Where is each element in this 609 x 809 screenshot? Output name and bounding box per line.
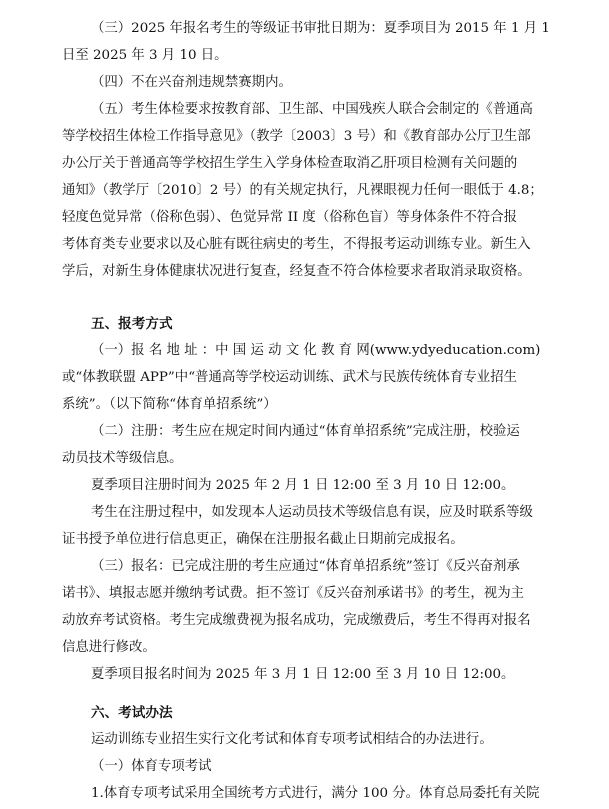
text-line: 动员技术等级信息。 (62, 451, 183, 466)
text-line: 或“体教联盟 APP”中“普通高等学校运动训练、武术与民族传统体育专业招生 (62, 370, 517, 385)
text-line: （一）报 名 地 址 ：中 国 运 动 文 化 教 育 网(www.ydyeducation.com) (91, 343, 541, 358)
text-line: （一）体育专项考试 (91, 759, 212, 774)
text-line: （五）考生体检要求按教育部、卫生部、中国残疾人联合会制定的《普通高 (91, 102, 533, 117)
text-line: （二）注册：考生应在规定时间内通过“体育单招系统”完成注册，校验运 (91, 424, 520, 439)
text-line: 轻度色觉异常（俗称色弱）、色觉异常 II 度（俗称色盲）等身体条件不符合报 (62, 210, 517, 225)
text-line: 学后，对新生身体健康状况进行复查，经复查不符合体检要求者取消录取资格。 (62, 264, 531, 279)
text-line: 等学校招生体检工作指导意见》（教学〔2003〕3 号）和《教育部办公厅卫生部 (62, 129, 531, 144)
text-line: 夏季项目注册时间为 2025 年 2 月 1 日 12:00 至 3 月 10 日 12:00。 (91, 478, 515, 493)
text-line: 证书授予单位进行信息更正，确保在注册报名截止日期前完成报名。 (62, 532, 464, 547)
text-line: 日至 2025 年 3 月 10 日。 (62, 48, 228, 63)
section-heading: 五、报考方式 (91, 316, 173, 332)
text-line: 1.体育专项考试采用全国统考方式进行，满分 100 分。体育总局委托有关院 (91, 786, 540, 801)
text-line: 考生在注册过程中，如发现本人运动员技术等级信息有误，应及时联系等级 (91, 505, 533, 520)
text-line: （四）不在兴奋剂违规禁赛期内。 (91, 75, 292, 90)
text-line: 信息进行修改。 (62, 640, 156, 655)
text-line: 夏季项目报名时间为 2025 年 3 月 1 日 12:00 至 3 月 10 日 12:00。 (91, 667, 515, 682)
text-line: 通知》（教学厅〔2010〕2 号）的有关规定执行，凡裸眼视力任何一眼低于 4.8； (62, 183, 543, 198)
text-line: （三）2025 年报名考生的等级证书审批日期为：夏季项目为 2015 年 1 月 1 (91, 21, 550, 36)
text-line: 诺书》、填报志愿并缴纳考试费。拒不签订《反兴奋剂承诺书》的考生，视为主 (62, 586, 524, 601)
text-line: 办公厅关于普通高等学校招生学生入学身体检查取消乙肝项目检测有关问题的 (62, 156, 518, 171)
text-line: 系统”。（以下简称“体育单招系统”） (62, 397, 277, 412)
text-line: 考体育类专业要求以及心脏有既往病史的考生，不得报考运动训练专业。新生入 (62, 237, 531, 252)
text-line: 动放弃考试资格。考生完成缴费视为报名成功，完成缴费后，考生不得再对报名 (62, 613, 531, 628)
text-line: 运动训练专业招生实行文化考试和体育专项考试相结合的办法进行。 (91, 732, 493, 747)
text-line: （三）报名：已完成注册的考生应通过“体育单招系统”签订《反兴奋剂承 (91, 559, 520, 574)
section-heading: 六、考试办法 (91, 705, 173, 721)
